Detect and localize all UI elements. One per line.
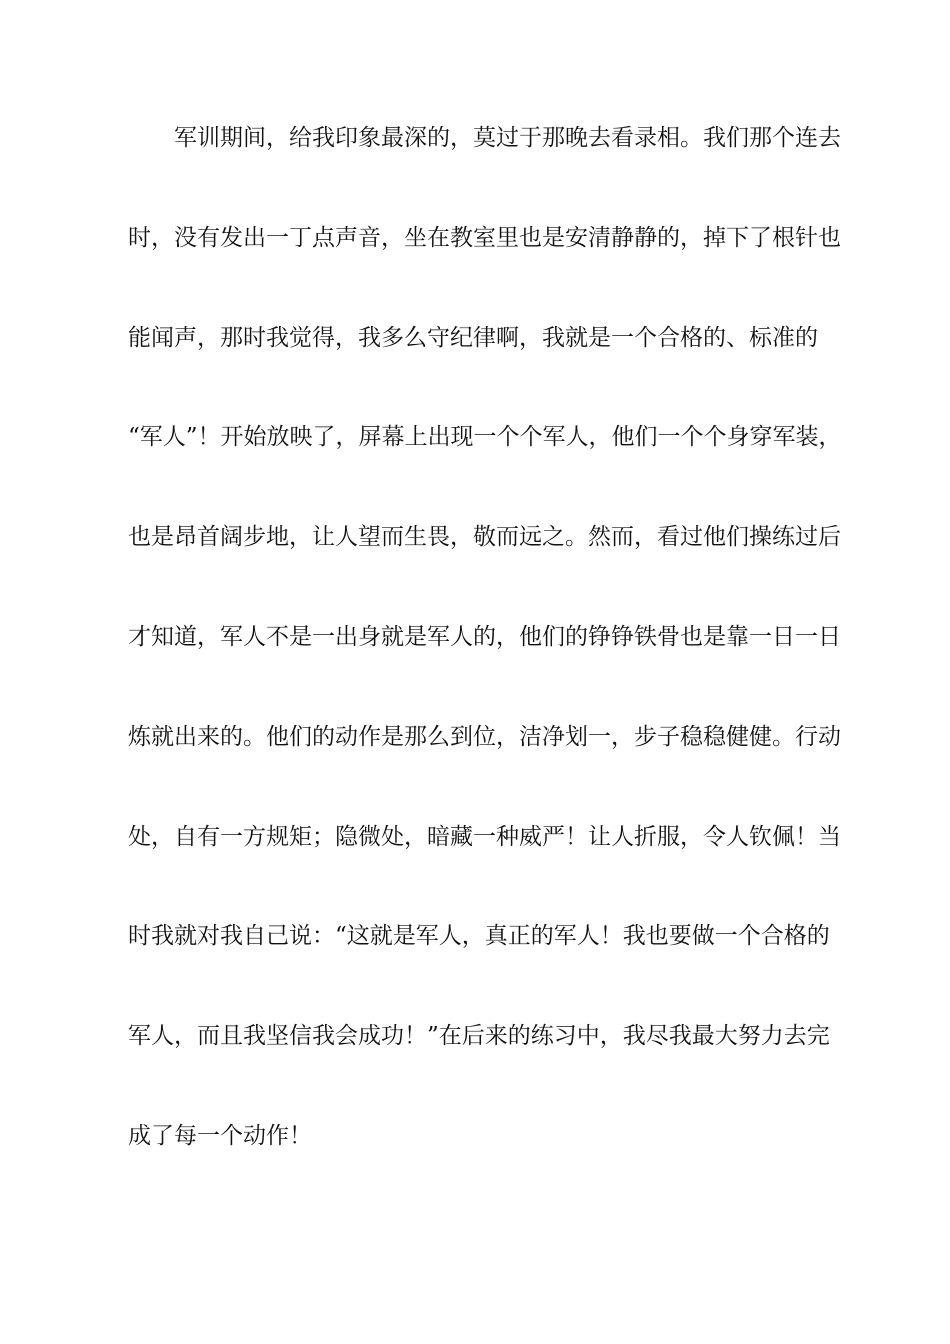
paragraph-line: 军人，而且我坚信我会成功！”在后来的练习中，我尽我最大努力去完 — [128, 1023, 830, 1050]
paragraph-line: 炼就出来的。他们的动作是那么到位，洁净划一，步子稳稳健健。行动 — [128, 723, 841, 750]
paragraph-line: 时我就对我自己说：“这就是军人，真正的军人！我也要做一个合格的 — [128, 923, 830, 950]
paragraph-line: 时，没有发出一丁点声音，坐在教室里也是安清静静的，掉下了根针也 — [128, 224, 841, 251]
paragraph-line: 能闻声，那时我觉得，我多么守纪律啊，我就是一个合格的、标准的 — [128, 324, 818, 351]
body-paragraph — [128, 118, 848, 1216]
paragraph-line: 处，自有一方规矩；隐微处，暗藏一种威严！让人折服，令人钦佩！当 — [128, 823, 841, 850]
paragraph-line: 成了每一个动作！ — [128, 1122, 312, 1149]
paragraph-line: 军训期间，给我印象最深的，莫过于那晚去看录相。我们那个连去 — [174, 125, 841, 151]
paragraph-line: 也是昂首阔步地，让人望而生畏，敬而远之。然而，看过他们操练过后 — [128, 524, 841, 551]
paragraph-line: “军人”！开始放映了，屏幕上出现一个个军人，他们一个个身穿军装， — [128, 424, 842, 451]
paragraph-line: 才知道，军人不是一出身就是军人的，他们的铮铮铁骨也是靠一日一日 — [128, 623, 841, 650]
